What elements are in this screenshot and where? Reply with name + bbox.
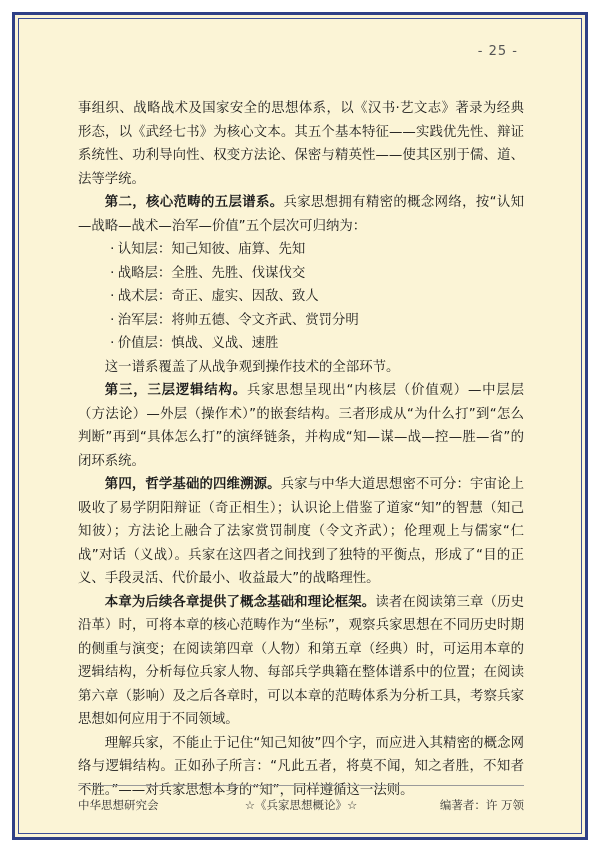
footer-author: 编著者：许 万领 [439, 798, 524, 812]
category-list [78, 238, 524, 356]
section-heading-4: 第四，哲学基础的四维溯源。 [104, 477, 281, 492]
footer-book-title: ☆《兵家思想概论》☆ [244, 798, 358, 812]
paragraph-section-2 [78, 191, 524, 238]
paragraph-section-4 [78, 473, 524, 591]
footer-divider [78, 785, 524, 786]
list-item: · 治军层：将帅五德、令文齐武、赏罚分明 [110, 312, 359, 328]
paragraph-summary: 这一谱系覆盖了从战争观到操作技术的全部环节。 [104, 359, 400, 375]
section-text-4: 兵家与中华大道思想密不可分：宇宙论上吸收了易学阴阳辩证（奇正相生）；认识论上借鉴了道家“知”的智慧（知己知彼）；方法论上融合了法家赏罚制度（令文齐武）；伦理观上与儒家“仁战”对话（义战）。兵家在这四者之间找到了独特的平衡点，形成了“目的正义、手段灵活、代价最小、收益最大”的战略理性。 [78, 477, 525, 586]
section-text-2: 兵家思想拥有精密的概念网络，按“认知—战略—战术—治军—价值”五个层次可归纳为： [78, 195, 525, 234]
list-item: · 价值层：慎战、义战、速胜 [110, 336, 279, 351]
paragraph-conclusion: 理解兵家，不能止于记住“知己知彼”四个字，而应进入其精密的概念网络与逻辑结构。正如孙子所言：“凡此五者，将莫不闻，知之者胜，不知者不胜。”——对兵家思想本身的“知”，同样遵循这一法则。 [78, 735, 524, 798]
section-text-3: 兵家思想呈现出“内核层（价值观）—中层层（方法论）—外层（操作术）”的嵌套结构。三者形成从“为什么打”到“怎么判断”再到“具体怎么打”的演绎链条，并构成“知—谋—战—控—胜—省”的闭环系统。 [78, 383, 525, 469]
section-text-chapter-role: 读者在阅读第三章（历史沿革）时，可将本章的核心范畴作为“坐标”，观察兵家思想在不同历史时期的侧重与演变；在阅读第四章（人物）和第五章（经典）时，可运用本章的逻辑结构，分析每位兵家人物、每部兵学典籍在整体谱系中的位置；在阅读第六章（影响）及之后各章时，可以本章的范畴体系为分析工具，考察兵家思想如何应用于不同领域。 [78, 594, 525, 727]
list-item: · 战略层：全胜、先胜、伐谋伐交 [110, 265, 306, 281]
bullet-mark: · [110, 336, 115, 351]
bullet-mark: · [110, 242, 115, 257]
list-item: · 战术层：奇正、虚实、因敌、致人 [110, 289, 319, 304]
bullet-mark: · [110, 265, 115, 281]
paragraph-intro: 事组织、战略战术及国家安全的思想体系，以《汉书·艺文志》著录为经典形态，以《武经七书》为核心文本。其五个基本特征——实践优先性、辩证系统性、功利导向性、权变方法论、保密与精英性——使其区别于儒、道、法等学统。 [78, 101, 524, 187]
footer-organization: 中华思想研究会 [78, 798, 159, 812]
page-number: - 25 - [477, 44, 518, 59]
paragraph-section-3 [78, 379, 524, 473]
body-text [78, 97, 524, 802]
paragraph-chapter-role [78, 591, 524, 732]
bullet-mark: · [110, 312, 115, 328]
section-heading-chapter-role: 本章为后续各章提供了概念基础和理论框架。 [104, 594, 376, 610]
section-heading-2: 第二，核心范畴的五层谱系。 [104, 195, 284, 210]
list-item: · 认知层：知己知彼、庙算、先知 [110, 242, 306, 257]
bullet-mark: · [110, 289, 115, 304]
section-heading-3: 第三，三层逻辑结构。 [104, 383, 247, 398]
